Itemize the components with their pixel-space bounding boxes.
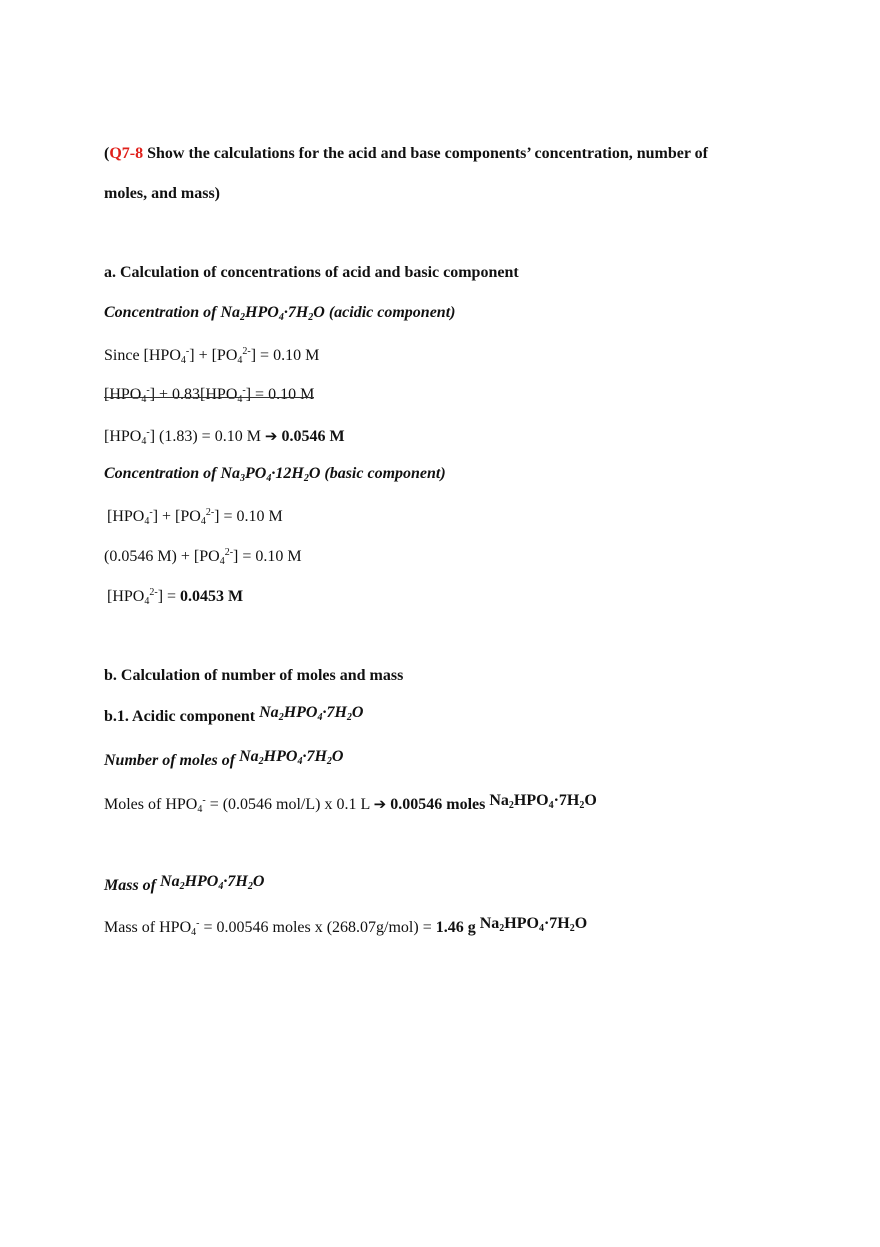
equation-4-text: $[HPO_4^-] + [PO_4^{2-}] = 0.10$ M [107, 507, 283, 527]
equation-1-text: Since $[HPO_4^-] + [PO_4^{2-}] = 0.10$ M [104, 346, 320, 366]
mass-heading-formula: $Na_2HPO_4\cdot 7H_2O$ [160, 873, 265, 892]
equation-3-result: 0.0546 M [281, 428, 345, 445]
number-of-moles-heading [104, 748, 344, 771]
basic-heading-prefix: Concentration of [104, 465, 221, 482]
acidic-heading-formula: $Na_2HPO_4\cdot 7H_2O$ [220, 304, 325, 323]
section-a-title: a. Calculation of concentrations of acid and basic component [104, 264, 519, 281]
question-heading-line2: moles, and mass) [104, 185, 221, 202]
moles-equation [104, 794, 597, 815]
equation-5-text: (0.0546 $M) + [PO_4^{2-}] = 0.10$ M [104, 547, 302, 567]
mass-heading [104, 873, 265, 896]
question-heading-line1 [104, 144, 708, 164]
acidic-component-heading [104, 704, 364, 727]
mass-equation-formula: $Na_2HPO_4\cdot 7H_2O$ [479, 915, 588, 934]
acidic-heading-prefix: Concentration of [104, 304, 221, 321]
b1-formula: $Na_2HPO_4\cdot 7H_2O$ [259, 704, 364, 723]
equation-3-text: $[HPO_4^-] (1.83) = 0.10$ M [104, 427, 261, 447]
equation-6-result: 0.0453 M [180, 588, 244, 605]
section-b-title: b. Calculation of number of moles and mass [104, 667, 404, 684]
equation-6 [107, 587, 243, 607]
equation-5 [104, 547, 302, 567]
basic-heading-formula: $Na_3PO_4\cdot 12H_2O$ [220, 465, 321, 484]
b1-label: b.1. Acidic component [104, 708, 260, 725]
right-arrow-icon: ➔ [264, 427, 278, 445]
equation-2 [104, 385, 314, 405]
equation-4 [107, 507, 283, 527]
heading-text-line1: Show the calculations for the acid and base components’ concentration, number of [143, 145, 709, 162]
right-arrow-icon: ➔ [373, 795, 387, 813]
equation-6-text: $[HPO_4^{2-}]$ = [107, 587, 181, 607]
acidic-concentration-heading [104, 303, 455, 323]
basic-concentration-heading [104, 464, 446, 484]
basic-heading-suffix: (basic component) [320, 465, 446, 482]
moles-equation-result: 0.00546 moles [390, 796, 486, 813]
heading-open-paren: ( [104, 145, 110, 162]
equation-2-text: $[HPO_4^-] + 0.83[HPO_4^-] = 0.10$ M [104, 385, 315, 405]
mass-equation [104, 915, 588, 938]
moles-heading-formula: $Na_2HPO_4\cdot 7H_2O$ [239, 748, 344, 767]
acidic-heading-suffix: (acidic component) [324, 304, 456, 321]
question-tag: Q7-8 [109, 145, 144, 162]
equation-3 [104, 426, 345, 447]
mass-equation-text: Mass of $HPO_4^- = 0.00546$ moles x (268.07g/mol) = [104, 918, 436, 938]
moles-equation-text: Moles of $HPO_4^- = (0.0546$ mol/L) x 0.1 L [104, 795, 370, 815]
equation-1 [104, 346, 319, 366]
mass-heading-prefix: Mass of [104, 877, 161, 894]
moles-heading-prefix: Number of moles of [104, 752, 240, 769]
mass-equation-result: 1.46 g [435, 919, 476, 936]
moles-equation-formula: $Na_2HPO_4\cdot 7H_2O$ [489, 792, 597, 811]
